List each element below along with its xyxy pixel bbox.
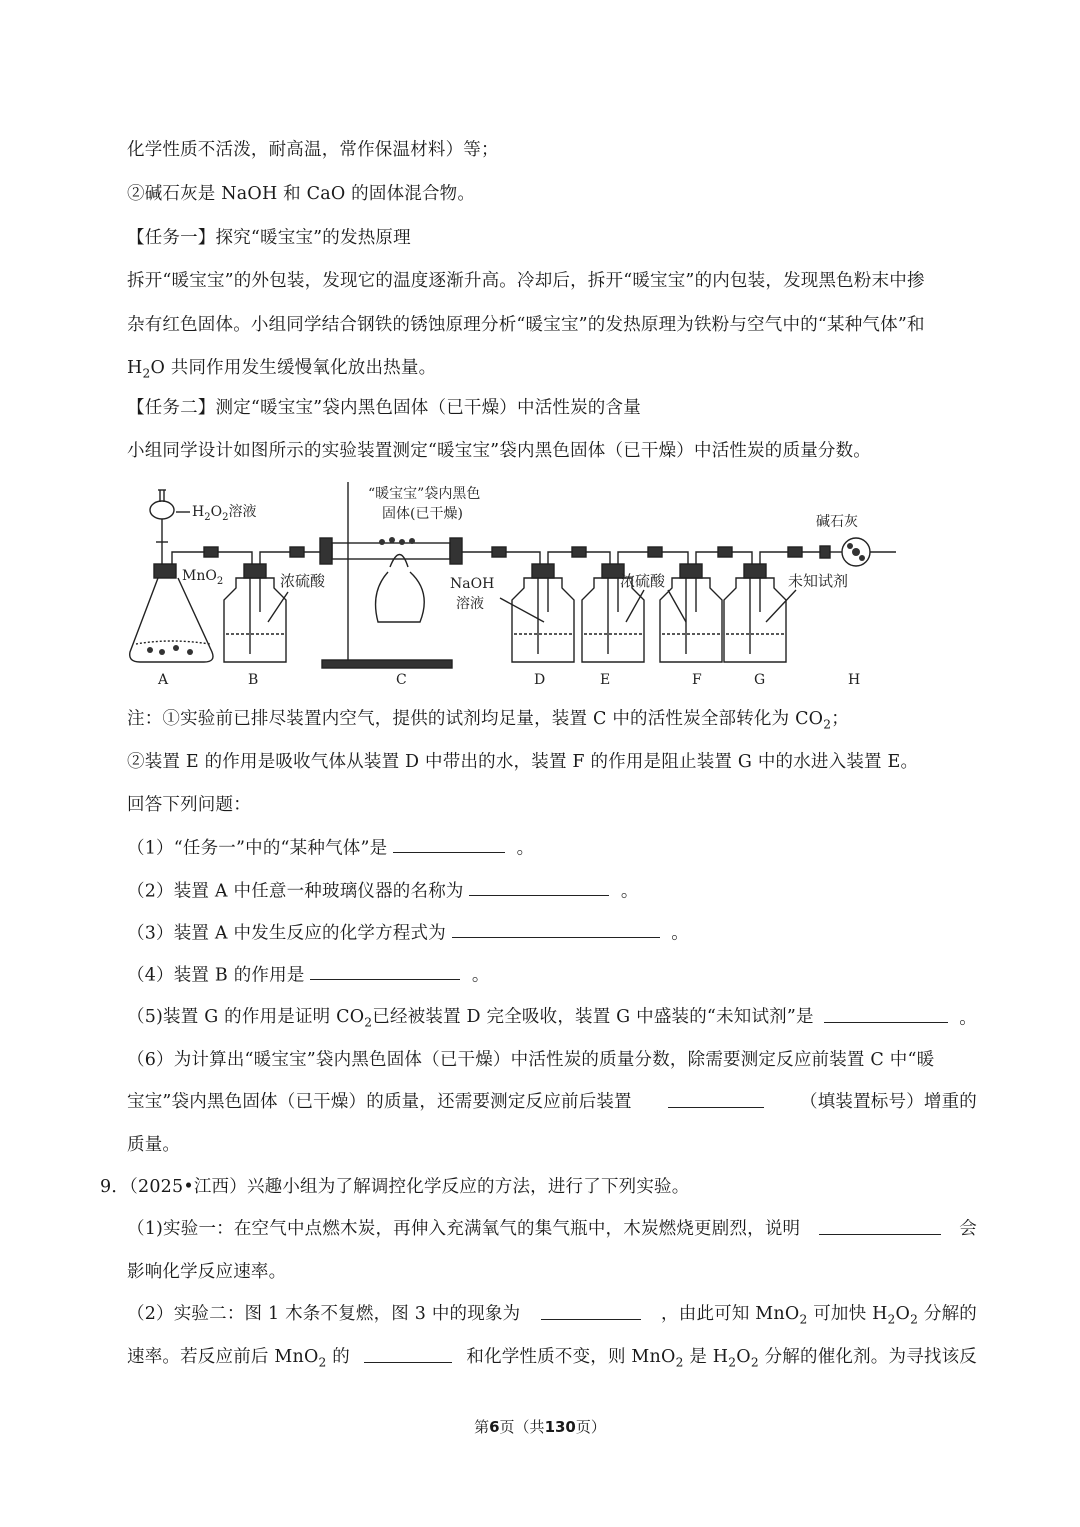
question-6-line-1: （6）为计算出“暖宝宝”袋内黑色固体（已干燥）中活性炭的质量分数，除需要测定反应前装置 C 中“暖 (127, 1050, 935, 1070)
question-6-line-2: 宝宝”袋内黑色固体（已干燥）的质量，还需要测定反应前后装置 （填装置标号）增重的 (127, 1088, 977, 1113)
problem-9-sub-2-line-2: 速率。若反应前后 MnO$_2$ 的 和化学性质不变，则 MnO$_2$ 是 $H_2O_2$ 分解的催化剂。为寻找该反 (127, 1343, 977, 1370)
question-6-line-3: 质量。 (127, 1135, 181, 1155)
bottle-g (724, 578, 786, 662)
answer-blank-2[interactable] (469, 876, 609, 896)
device-label-c: C (396, 672, 407, 688)
combustion-tube (332, 543, 450, 559)
device-label-e: E (600, 672, 611, 688)
label-soda-lime: 碱石灰 (816, 514, 858, 530)
task1-heading: 【任务一】探究“暖宝宝”的发热原理 (127, 228, 411, 248)
label-sample-line-2: 固体(已干燥) (382, 506, 463, 522)
bottle-e (582, 578, 644, 662)
answer-blank-3[interactable] (452, 918, 660, 938)
problem-9-stem: 9．（2025•江西）兴趣小组为了解调控化学反应的方法，进行了下列实验。 (100, 1177, 690, 1197)
note-2: ②装置 E 的作用是吸收气体从装置 D 中带出的水，装置 F 的作用是阻止装置 G 中的水进入装置 E。 (127, 752, 919, 772)
question-4: （4）装置 B 的作用是 。 (127, 960, 490, 986)
intro-line-1: 化学性质不活泼，耐高温，常作保温材料）等； (127, 140, 499, 160)
problem-9-sub-1-line-2: 影响化学反应速率。 (127, 1262, 287, 1282)
problem-9-sub-1-line-1: （1)实验一：在空气中点燃木炭，再伸入充满氧气的集气瓶中，木炭燃烧更剧烈，说明 会 (127, 1215, 977, 1240)
device-label-d: D (534, 672, 546, 688)
bottle-f (660, 578, 722, 662)
answer-blank-6[interactable] (668, 1088, 764, 1108)
bottle-b (224, 578, 286, 662)
task1-paragraph-line-2: 杂有红色固体。小组同学结合钢铁的锈蚀原理分析“暖宝宝”的发热原理为铁粉与空气中的“某种气体”和 (127, 315, 925, 335)
question-2: （2）装置 A 中任意一种玻璃仪器的名称为 。 (127, 876, 639, 902)
apparatus-diagram (120, 472, 910, 694)
question-5: （5)装置 G 的作用是证明 $CO_2$已经被装置 D 完全吸收，装置 G 中盛装的“未知试剂”是 。 (127, 1003, 977, 1030)
problem-9-sub-2-line-1: （2）实验二：图 1 木条不复燃，图 3 中的现象为 ，由此可知 MnO$_2$ 可加快 $H_2O_2$ 分解的 (127, 1300, 977, 1327)
device-label-g: G (754, 672, 766, 688)
answer-blank-9-2[interactable] (541, 1300, 641, 1320)
question-1: （1）“任务一”中的“某种气体”是 。 (127, 833, 534, 859)
label-unknown-reagent: 未知试剂 (788, 572, 849, 590)
bottle-d (512, 578, 574, 662)
device-label-a: A (158, 672, 169, 688)
device-label-h: H (848, 672, 861, 688)
task2-heading: 【任务二】测定“暖宝宝”袋内黑色固体（已干燥）中活性炭的含量 (127, 398, 641, 418)
answer-blank-4[interactable] (310, 960, 460, 980)
answer-prompt: 回答下列问题： (127, 795, 251, 815)
label-naoh-solution: 溶液 (456, 596, 484, 612)
label-conc-h2so4-e: 浓硫酸 (620, 572, 666, 590)
device-label-b: B (248, 672, 259, 688)
label-sample-line-1: “暖宝宝”袋内黑色 (368, 486, 481, 502)
answer-blank-5[interactable] (824, 1003, 948, 1023)
iron-stand-base (322, 660, 452, 668)
label-h2o2-solution: $H_2O_2$溶液 (192, 504, 257, 523)
separatory-funnel (150, 501, 174, 519)
task1-paragraph-line-1: 拆开“暖宝宝”的外包装，发现它的温度逐渐升高。冷却后，拆开“暖宝宝”的内包装，发现黑色粉末中掺 (127, 271, 925, 291)
note-1: 注：①实验前已排尽装置内空气，提供的试剂均足量，装置 C 中的活性炭全部转化为 $CO_2$； (127, 709, 849, 732)
page-footer: 第6页（共130页） (474, 1418, 606, 1436)
label-conc-h2so4-b: 浓硫酸 (280, 572, 326, 590)
task1-paragraph-line-3: $H_2O$ 共同作用发生缓慢氧化放出热量。 (127, 358, 437, 381)
flask-stopper (154, 564, 176, 578)
device-label-f: F (692, 672, 702, 688)
answer-blank-9-1[interactable] (819, 1215, 941, 1235)
task2-paragraph: 小组同学设计如图所示的实验装置测定“暖宝宝”袋内黑色固体（已干燥）中活性炭的质量分数。 (127, 441, 871, 461)
conical-flask (130, 578, 213, 662)
answer-blank-9-3[interactable] (364, 1343, 452, 1363)
answer-blank-1[interactable] (393, 833, 505, 853)
question-3: （3）装置 A 中发生反应的化学方程式为 。 (127, 918, 689, 944)
label-naoh: NaOH (450, 576, 495, 592)
label-mno2: MnO$_2$ (182, 568, 224, 587)
alcohol-lamp (376, 572, 425, 622)
intro-line-2: ②碱石灰是 NaOH 和 CaO 的固体混合物。 (127, 184, 476, 204)
